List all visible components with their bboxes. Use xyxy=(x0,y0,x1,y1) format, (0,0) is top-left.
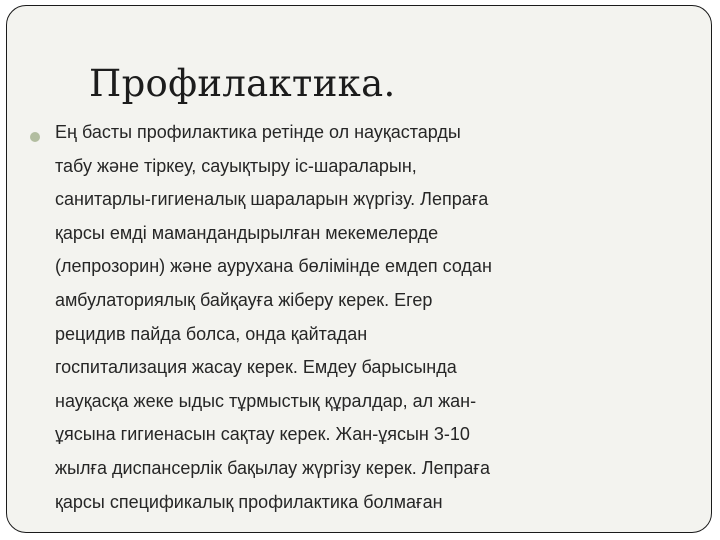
bullet-text-line: санитарлы-гигиеналық шараларын жүргізу. Лепраға xyxy=(55,189,489,210)
slide-title: Профилактика. xyxy=(89,62,396,105)
slide-frame xyxy=(6,5,712,533)
bullet-text-line: (лепрозорин) және аурухана бөлімінде емдеп содан xyxy=(55,256,492,277)
bullet-text-line: науқасқа жеке ыдыс тұрмыстық құралдар, ал жан- xyxy=(55,390,477,411)
bullet-text-line: рецидив пайда болса, онда қайтадан xyxy=(55,323,368,344)
bullet-marker xyxy=(30,132,40,142)
bullet-text-line: амбулаториялық байқауға жіберу керек. Егер xyxy=(55,289,433,310)
bullet-text-line: Ең басты профилактика ретінде ол науқастарды xyxy=(55,122,461,142)
bullet-text xyxy=(55,116,715,519)
bullet-text-line: жылға диспансерлік бақылау жүргізу керек. Лепраға xyxy=(55,457,490,478)
bullet-text-line: табу және тіркеу, сауықтыру іс-шараларын, xyxy=(55,155,417,176)
bullet-text-line: госпитализация жасау керек. Емдеу барысында xyxy=(55,357,457,378)
bullet-text-line: қарсы емді мамандандырылған мекемелерде xyxy=(55,222,439,243)
bullet-text-line: ұясына гигиенасын сақтау керек. Жан-ұясын 3-10 xyxy=(55,424,470,445)
bullet-text-line: қарсы спецификалық профилактика болмаған xyxy=(55,491,443,512)
